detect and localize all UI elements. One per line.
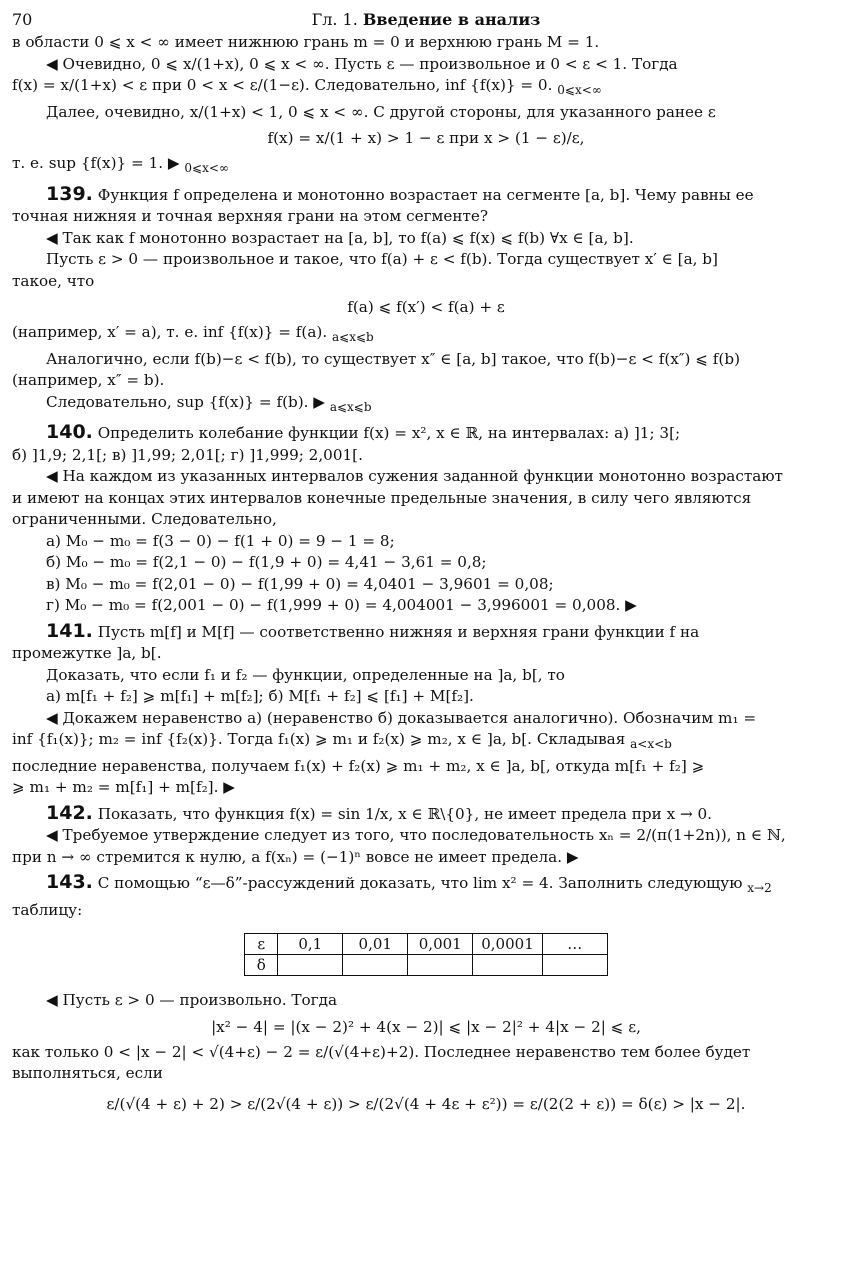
text-line: ◀ Требуемое утверждение следует из того, что последовательность xₙ = 2/(π(1+2n)), n ∈ ℕ, [46, 826, 786, 844]
problem-number: 139. [46, 182, 93, 205]
display-equation: |x² − 4| = |(x − 2)² + 4(x − 2)| ⩽ |x − 2|² + 4|x − 2| ⩽ ε, [211, 1017, 641, 1036]
table-row [245, 955, 608, 976]
text-line [12, 322, 840, 349]
table-cell: 0,0001 [473, 934, 543, 955]
table-cell: δ [245, 955, 278, 976]
table-cell [408, 955, 473, 976]
problem-statement [12, 621, 840, 644]
text-line: (например, x″ = b). [12, 371, 165, 389]
text-span: inf {f₁(x)}; m₂ = inf {f₂(x)}. Тогда f₁(x) ⩾ m₁ и f₂(x) ⩾ m₂, x ∈ ]a, b[. Складывая [12, 730, 626, 748]
solution-item: г) M₀ − m₀ = f(2,001 − 0) − f(1,999 + 0) = 4,004001 − 3,996001 = 0,008. ▶ [46, 596, 637, 614]
subscript: x→2 [747, 881, 772, 895]
page-number: 70 [12, 10, 33, 29]
problem-number: 143. [46, 871, 93, 893]
problem-number: 141. [46, 619, 93, 642]
text-span: f(x) = x/(1+x) < ε при 0 < x < ε/(1−ε). Следовательно, inf {f(x)} = 0. [12, 76, 553, 94]
problem-statement [12, 422, 840, 445]
page-header [12, 6, 840, 32]
text-line: в области 0 ⩽ x < ∞ имеет нижнюю грань m = 0 и верхнюю грань M = 1. [12, 33, 600, 51]
text-line: промежутке ]a, b[. [12, 644, 162, 662]
text-span: т. е. sup {f(x)} = 1. ▶ [12, 154, 180, 172]
text-line: точная нижняя и точная верхняя грани на этом сегменте? [12, 207, 488, 225]
text-span: Следовательно, sup {f(x)} = f(b). ▶ [46, 392, 325, 411]
problem-statement [12, 872, 840, 900]
text-line: такое, что [12, 271, 95, 290]
text-line: ◀ На каждом из указанных интервалов сужения заданной функции монотонно возрастают [46, 467, 783, 485]
text-line: ◀ Очевидно, 0 ⩽ x/(1+x), 0 ⩽ x < ∞. Пусть ε — произвольное и 0 < ε < 1. Тогда [46, 54, 678, 73]
text-line: ⩾ m₁ + m₂ = m[f₁] + m[f₂]. ▶ [12, 778, 235, 796]
table-cell [278, 955, 343, 976]
text-line [12, 729, 840, 756]
table-cell [473, 955, 543, 976]
subscript: 0⩽x<∞ [184, 161, 229, 175]
solution-item: б) M₀ − m₀ = f(2,1 − 0) − f(1,9 + 0) = 4,41 − 3,61 = 0,8; [46, 553, 487, 571]
book-page [12, 6, 840, 1268]
text-line: последние неравенства, получаем f₁(x) + f₂(x) ⩾ m₁ + m₂, x ∈ ]a, b[, откуда m[f₁ + f₂] ⩾ [12, 756, 705, 775]
subscript: 0⩽x<∞ [557, 83, 602, 97]
text-span: С помощью “ε—δ”-рассуждений доказать, что lim x² = 4. Заполнить следующую [97, 874, 743, 892]
table-cell [542, 955, 607, 976]
table-cell: ε [245, 934, 278, 955]
display-equation: f(x) = x/(1 + x) > 1 − ε при x > (1 − ε)/ε, [267, 129, 585, 147]
text-span: Показать, что функция f(x) = sin 1/x, x ∈ ℝ\{0}, не имеет предела при x → 0. [97, 804, 713, 823]
text-line: Пусть ε > 0 — произвольное и такое, что f(a) + ε < f(b). Тогда существует x′ ∈ [a, b] [46, 250, 718, 268]
display-equation: ε/(√(4 + ε) + 2) > ε/(2√(4 + ε)) > ε/(2√(4 + 4ε + ε²)) = ε/(2(2 + ε)) = δ(ε) > |x − 2|. [106, 1094, 746, 1113]
text-line: ◀ Так как f монотонно возрастает на [a, b], то f(a) ⩽ f(x) ⩽ f(b) ∀x ∈ [a, b]. [46, 228, 634, 247]
display-equation: f(a) ⩽ f(x′) < f(a) + ε [347, 298, 505, 316]
text-line [12, 153, 840, 180]
text-line: таблицу: [12, 900, 83, 919]
subscript: a<x<b [630, 737, 672, 751]
table-cell: 0,1 [278, 934, 343, 955]
text-span: Определить колебание функции f(x) = x², x ∈ ℝ, на интервалах: а) ]1; 3[; [97, 424, 681, 442]
text-line [12, 392, 840, 419]
text-line: Далее, очевидно, x/(1+x) < 1, 0 ⩽ x < ∞. С другой стороны, для указанного ранее ε [46, 102, 716, 121]
epsilon-delta-table [244, 933, 608, 976]
text-line: а) m[f₁ + f₂] ⩾ m[f₁] + m[f₂]; б) M[f₁ + f₂] ⩽ [f₁] + M[f₂]. [46, 687, 474, 705]
text-line [12, 75, 840, 102]
subscript: a⩽x⩽b [329, 399, 372, 414]
text-line: Доказать, что если f₁ и f₂ — функции, определенные на ]a, b[, то [46, 665, 565, 684]
text-line: и имеют на концах этих интервалов конечные предельные значения, в силу чего являются [12, 488, 752, 507]
table-cell: 0,001 [408, 934, 473, 955]
text-line: ограниченными. Следовательно, [12, 510, 277, 528]
table-row [245, 934, 608, 955]
running-head [12, 10, 840, 29]
text-span: Пусть m[f] и M[f] — соответственно нижняя и верхняя грани функции f на [97, 622, 700, 641]
table-cell: … [542, 934, 607, 955]
chapter-title: Введение в анализ [362, 10, 541, 29]
text-span: Функция f определена и монотонно возрастает на сегменте [a, b]. Чему равны ее [97, 185, 754, 204]
text-span: (например, x′ = a), т. е. inf {f(x)} = f(a). [12, 323, 328, 341]
solution-item: в) M₀ − m₀ = f(2,01 − 0) − f(1,99 + 0) = 4,0401 − 3,9601 = 0,08; [46, 574, 554, 593]
text-line: б) ]1,9; 2,1[; в) ]1,99; 2,01[; г) ]1,999; 2,001[. [12, 445, 363, 464]
text-line: ◀ Докажем неравенство а) (неравенство б) доказывается аналогично). Обозначим m₁ = [46, 708, 757, 727]
solution-item: а) M₀ − m₀ = f(3 − 0) − f(1 + 0) = 9 − 1 = 8; [46, 531, 395, 550]
problem-number: 140. [46, 421, 93, 443]
text-line: при n → ∞ стремится к нулю, а f(xₙ) = (−1)ⁿ вовсе не имеет предела. ▶ [12, 847, 579, 866]
problem-statement [12, 803, 840, 826]
problem-number: 142. [46, 801, 93, 824]
text-line: ◀ Пусть ε > 0 — произвольно. Тогда [46, 991, 338, 1009]
text-line: выполняться, если [12, 1064, 163, 1082]
table-cell: 0,01 [343, 934, 408, 955]
problem-statement [12, 184, 840, 207]
text-line: как только 0 < |x − 2| < √(4+ε) − 2 = ε/(√(4+ε)+2). Последнее неравенство тем более будет [12, 1042, 751, 1061]
text-line: Аналогично, если f(b)−ε < f(b), то существует x″ ∈ [a, b] такое, что f(b)−ε < f(x″) ⩽ f(b) [46, 349, 741, 368]
subscript: a⩽x⩽b [332, 330, 374, 344]
table-cell [343, 955, 408, 976]
chapter-label: Гл. 1. [311, 10, 358, 29]
